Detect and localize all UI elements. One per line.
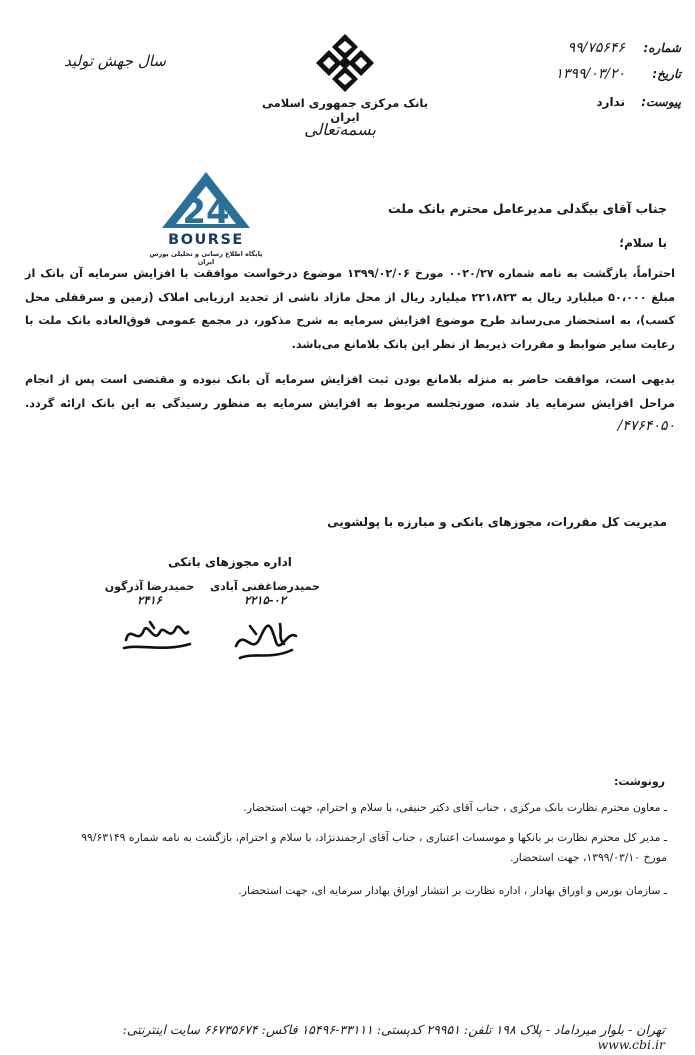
greeting: با سلام؛	[619, 236, 667, 250]
signer-2-name: حمیدرضا آذرگون	[104, 580, 195, 593]
signature-2-icon	[120, 616, 192, 656]
footer-address: تهران - بلوار میرداماد - پلاک ۱۹۸ تلفن: ۲۹۹۵۱ کدپستی: ۳۳۱۱۱-۱۵۴۹۶ فاکس: ۶۶۷۳۵۶۷۴ سایت اینترنتی: www.cbi.ir	[122, 1022, 665, 1052]
bourse-logo-word: BOURSE	[168, 232, 244, 248]
letter-attachment-value: ندارد	[596, 95, 625, 109]
addressee: جناب آقای بیگدلی مدیرعامل محترم بانک ملت	[387, 201, 667, 216]
letter-number-label: شماره:	[643, 41, 681, 55]
signer-2-code: ۲۴۱۶	[137, 593, 162, 607]
signer-1-name: حمیدرضاغفنی آبادی	[210, 580, 320, 593]
letter-date-label: تاریخ:	[652, 67, 681, 81]
year-slogan: سال جهش تولید	[64, 52, 166, 70]
svg-text:24: 24	[182, 192, 230, 232]
body-paragraph-2	[25, 368, 675, 439]
body-paragraph-1: احتراماً، بازگشت به نامه شماره ۰۰۲۰/۲۷ مورخ ۱۳۹۹/۰۲/۰۶ موضوع درخواست موافقت با افزایش سرمایه آن بانک از مبلغ ۵۰،۰۰۰ میلیارد ریال به ۲۲۱،۸۲۳ میلیارد ریال از محل مازاد ناشی از تجدید ارزیابی املاک (زمین و سرقفلی محل کسب)، به استحضار می‌رساند طرح موضوع افزایش سرمایه به شرح مذکور، در مجمع عمومی فوق‌العاده بانک ملت با رعایت سایر ضوابط و مقررات ذیربط از نظر این بانک بلامانع می‌باشد.	[25, 267, 676, 351]
letter-attachment-label: پیوست:	[641, 95, 681, 109]
bank-name: بانک مرکزی جمهوری اسلامی ایران	[261, 96, 429, 124]
copies-title: رونوشت:	[613, 775, 665, 788]
signer-1	[210, 580, 320, 607]
bourse-logo-caption: پایگاه اطلاع رسانی و تحلیلی بورس ایران	[149, 250, 263, 266]
office-title: اداره مجوزهای بانکی	[168, 555, 292, 569]
letter-date-row	[555, 66, 681, 82]
signer-2	[92, 580, 207, 607]
central-bank-emblem-icon	[314, 32, 376, 94]
signature-1-icon	[230, 616, 305, 668]
copy-item-1: ـ معاون محترم نظارت بانک مرکزی ، جناب آقای دکتر حنیفی، با سلام و احترام، جهت استحضار.	[243, 801, 667, 814]
body-paragraph-2-text: بدیهی است، موافقت حاضر به منزله بلامانع بودن ثبت افزایش سرمایه آن بانک نبوده و مقتضی است پس از انجام مراحل افزایش سرمایه یاد شده، صورتجلسه مربوط به افزایش سرمایه به منظور رسیدگی به این بانک ارائه گردد.	[25, 373, 675, 410]
letter-number-row	[568, 40, 681, 56]
reference-number: ۴۷۶۴۰۵۰/	[617, 418, 675, 434]
basmala: بسمه‌تعالی	[304, 120, 376, 139]
department-title: مدیریت کل مقررات، مجوزهای بانکی و مبارزه با پولشویی	[327, 515, 667, 529]
letter-number-value: ۹۹/۷۵۶۴۶	[567, 40, 625, 56]
copy-item-3: ـ سازمان بورس و اوراق بهادار ، اداره نظارت بر انتشار اوراق بهادار سرمایه ای، جهت استحضار.	[238, 884, 667, 897]
letter-date-value: ۱۳۹۹/۰۳/۲۰	[555, 66, 625, 82]
copy-item-2: ـ مدیر کل محترم نظارت بر بانکها و موسسات اعتباری ، جناب آقای ارجمندنژاد، با سلام و احترام، بازگشت به نامه شماره ۹۹/۶۳۱۴۹ مورخ ۱۳۹۹/۰۳/۱۰، جهت استحضار.	[81, 831, 667, 864]
letter-attachment-row	[596, 95, 681, 109]
signer-1-code: ۲۲۱۵-۰۲	[244, 593, 286, 607]
